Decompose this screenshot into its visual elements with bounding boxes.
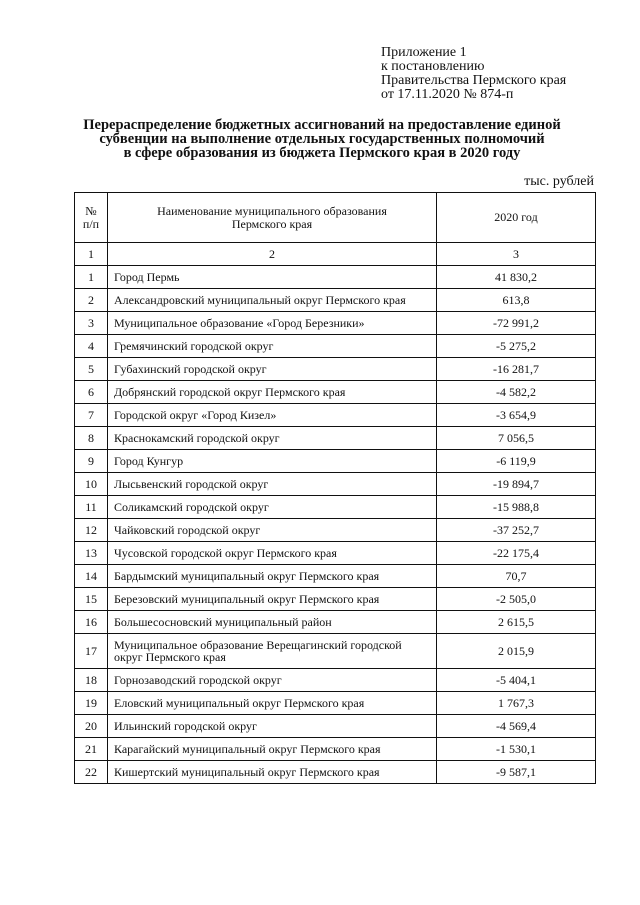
row-value: -3 654,9 bbox=[437, 404, 596, 427]
appendix-line: Правительства Пермского края bbox=[381, 73, 567, 88]
row-value: 1 767,3 bbox=[437, 692, 596, 715]
row-number: 4 bbox=[75, 335, 108, 358]
row-number: 17 bbox=[75, 634, 108, 669]
units-label: тыс. рублей bbox=[524, 174, 594, 189]
table-row bbox=[75, 715, 596, 738]
row-name: Гремячинский городской округ bbox=[108, 335, 437, 358]
row-number: 2 bbox=[75, 289, 108, 312]
row-name: Чайковский городской округ bbox=[108, 519, 437, 542]
row-value: -4 569,4 bbox=[437, 715, 596, 738]
row-value: -9 587,1 bbox=[437, 761, 596, 784]
table-row bbox=[75, 669, 596, 692]
row-value: -5 275,2 bbox=[437, 335, 596, 358]
table-row bbox=[75, 692, 596, 715]
row-name: Муниципальное образование «Город Березники» bbox=[108, 312, 437, 335]
row-value: -22 175,4 bbox=[437, 542, 596, 565]
row-name: Ильинский городской округ bbox=[108, 715, 437, 738]
row-name: Добрянский городской округ Пермского края bbox=[108, 381, 437, 404]
title-line: в сфере образования из бюджета Пермского края в 2020 году bbox=[123, 145, 521, 161]
appendix-line: от 17.11.2020 № 874-п bbox=[381, 87, 514, 102]
title-line: субвенции на выполнение отдельных государственных полномочий bbox=[99, 131, 545, 147]
row-name: Лысьвенский городской округ bbox=[108, 473, 437, 496]
row-number: 21 bbox=[75, 738, 108, 761]
title-line: Перераспределение бюджетных ассигнований на предоставление единой bbox=[83, 117, 561, 133]
header-name-line1: Наименование муниципального образования bbox=[157, 203, 387, 218]
row-number: 20 bbox=[75, 715, 108, 738]
table-row bbox=[75, 519, 596, 542]
row-name: Александровский муниципальный округ Пермского края bbox=[108, 289, 437, 312]
table-row bbox=[75, 761, 596, 784]
table-row bbox=[75, 634, 596, 669]
row-value: -15 988,8 bbox=[437, 496, 596, 519]
appendix-line: к постановлению bbox=[381, 59, 485, 74]
table-row bbox=[75, 588, 596, 611]
row-value: 41 830,2 bbox=[437, 266, 596, 289]
row-value: 2 615,5 bbox=[437, 611, 596, 634]
row-number: 9 bbox=[75, 450, 108, 473]
row-number: 14 bbox=[75, 565, 108, 588]
table-row bbox=[75, 312, 596, 335]
row-number: 13 bbox=[75, 542, 108, 565]
row-number: 16 bbox=[75, 611, 108, 634]
row-value: -2 505,0 bbox=[437, 588, 596, 611]
row-name: Карагайский муниципальный округ Пермского края bbox=[108, 738, 437, 761]
table-row bbox=[75, 266, 596, 289]
row-name: Соликамский городской округ bbox=[108, 496, 437, 519]
header-year: 2020 год bbox=[437, 193, 596, 243]
row-name: Березовский муниципальный округ Пермского края bbox=[108, 588, 437, 611]
table-row bbox=[75, 496, 596, 519]
row-name: Горнозаводский городской округ bbox=[108, 669, 437, 692]
header-number-line1: № bbox=[85, 203, 97, 218]
header-number-line2: п/п bbox=[82, 216, 100, 231]
row-value: -37 252,7 bbox=[437, 519, 596, 542]
row-number: 6 bbox=[75, 381, 108, 404]
row-number: 12 bbox=[75, 519, 108, 542]
row-number: 19 bbox=[75, 692, 108, 715]
header-name-line2: Пермского края bbox=[231, 216, 313, 231]
row-number: 10 bbox=[75, 473, 108, 496]
row-number: 18 bbox=[75, 669, 108, 692]
row-name: Кишертский муниципальный округ Пермского края bbox=[108, 761, 437, 784]
header-name bbox=[108, 193, 437, 243]
column-index-cell: 1 bbox=[75, 243, 108, 266]
row-number: 22 bbox=[75, 761, 108, 784]
column-index-cell: 2 bbox=[108, 243, 437, 266]
table-row bbox=[75, 427, 596, 450]
row-name: Городской округ «Город Кизел» bbox=[108, 404, 437, 427]
table-row bbox=[75, 289, 596, 312]
header-number bbox=[75, 193, 108, 243]
table-row bbox=[75, 381, 596, 404]
table-header-row bbox=[75, 193, 596, 243]
row-value: -1 530,1 bbox=[437, 738, 596, 761]
row-value: -16 281,7 bbox=[437, 358, 596, 381]
table-row bbox=[75, 611, 596, 634]
row-number: 15 bbox=[75, 588, 108, 611]
row-name: Еловский муниципальный округ Пермского края bbox=[108, 692, 437, 715]
table-row bbox=[75, 450, 596, 473]
row-name: Город Кунгур bbox=[108, 450, 437, 473]
table-row bbox=[75, 565, 596, 588]
table-row bbox=[75, 404, 596, 427]
row-value: -19 894,7 bbox=[437, 473, 596, 496]
column-index-row bbox=[75, 243, 596, 266]
table-row bbox=[75, 473, 596, 496]
row-name: Губахинский городской округ bbox=[108, 358, 437, 381]
row-name: Город Пермь bbox=[108, 266, 437, 289]
row-value: 70,7 bbox=[437, 565, 596, 588]
table-row bbox=[75, 335, 596, 358]
column-index-cell: 3 bbox=[437, 243, 596, 266]
row-number: 7 bbox=[75, 404, 108, 427]
table-row bbox=[75, 358, 596, 381]
row-number: 11 bbox=[75, 496, 108, 519]
row-value: 7 056,5 bbox=[437, 427, 596, 450]
row-number: 8 bbox=[75, 427, 108, 450]
table-row bbox=[75, 738, 596, 761]
row-value: 2 015,9 bbox=[437, 634, 596, 669]
row-number: 5 bbox=[75, 358, 108, 381]
row-number: 3 bbox=[75, 312, 108, 335]
row-number: 1 bbox=[75, 266, 108, 289]
table-row bbox=[75, 542, 596, 565]
row-value: -72 991,2 bbox=[437, 312, 596, 335]
row-value: -6 119,9 bbox=[437, 450, 596, 473]
document-title bbox=[60, 118, 584, 160]
appendix-line: Приложение 1 bbox=[381, 45, 467, 60]
row-name: Чусовской городской округ Пермского края bbox=[108, 542, 437, 565]
row-value: -5 404,1 bbox=[437, 669, 596, 692]
row-name: Краснокамский городской округ bbox=[108, 427, 437, 450]
allocation-table bbox=[74, 192, 596, 784]
row-name: Большесосновский муниципальный район bbox=[108, 611, 437, 634]
row-name: Муниципальное образование Верещагинский городской округ Пермского края bbox=[108, 634, 437, 669]
row-value: -4 582,2 bbox=[437, 381, 596, 404]
row-value: 613,8 bbox=[437, 289, 596, 312]
row-name: Бардымский муниципальный округ Пермского края bbox=[108, 565, 437, 588]
appendix-header bbox=[381, 46, 621, 102]
